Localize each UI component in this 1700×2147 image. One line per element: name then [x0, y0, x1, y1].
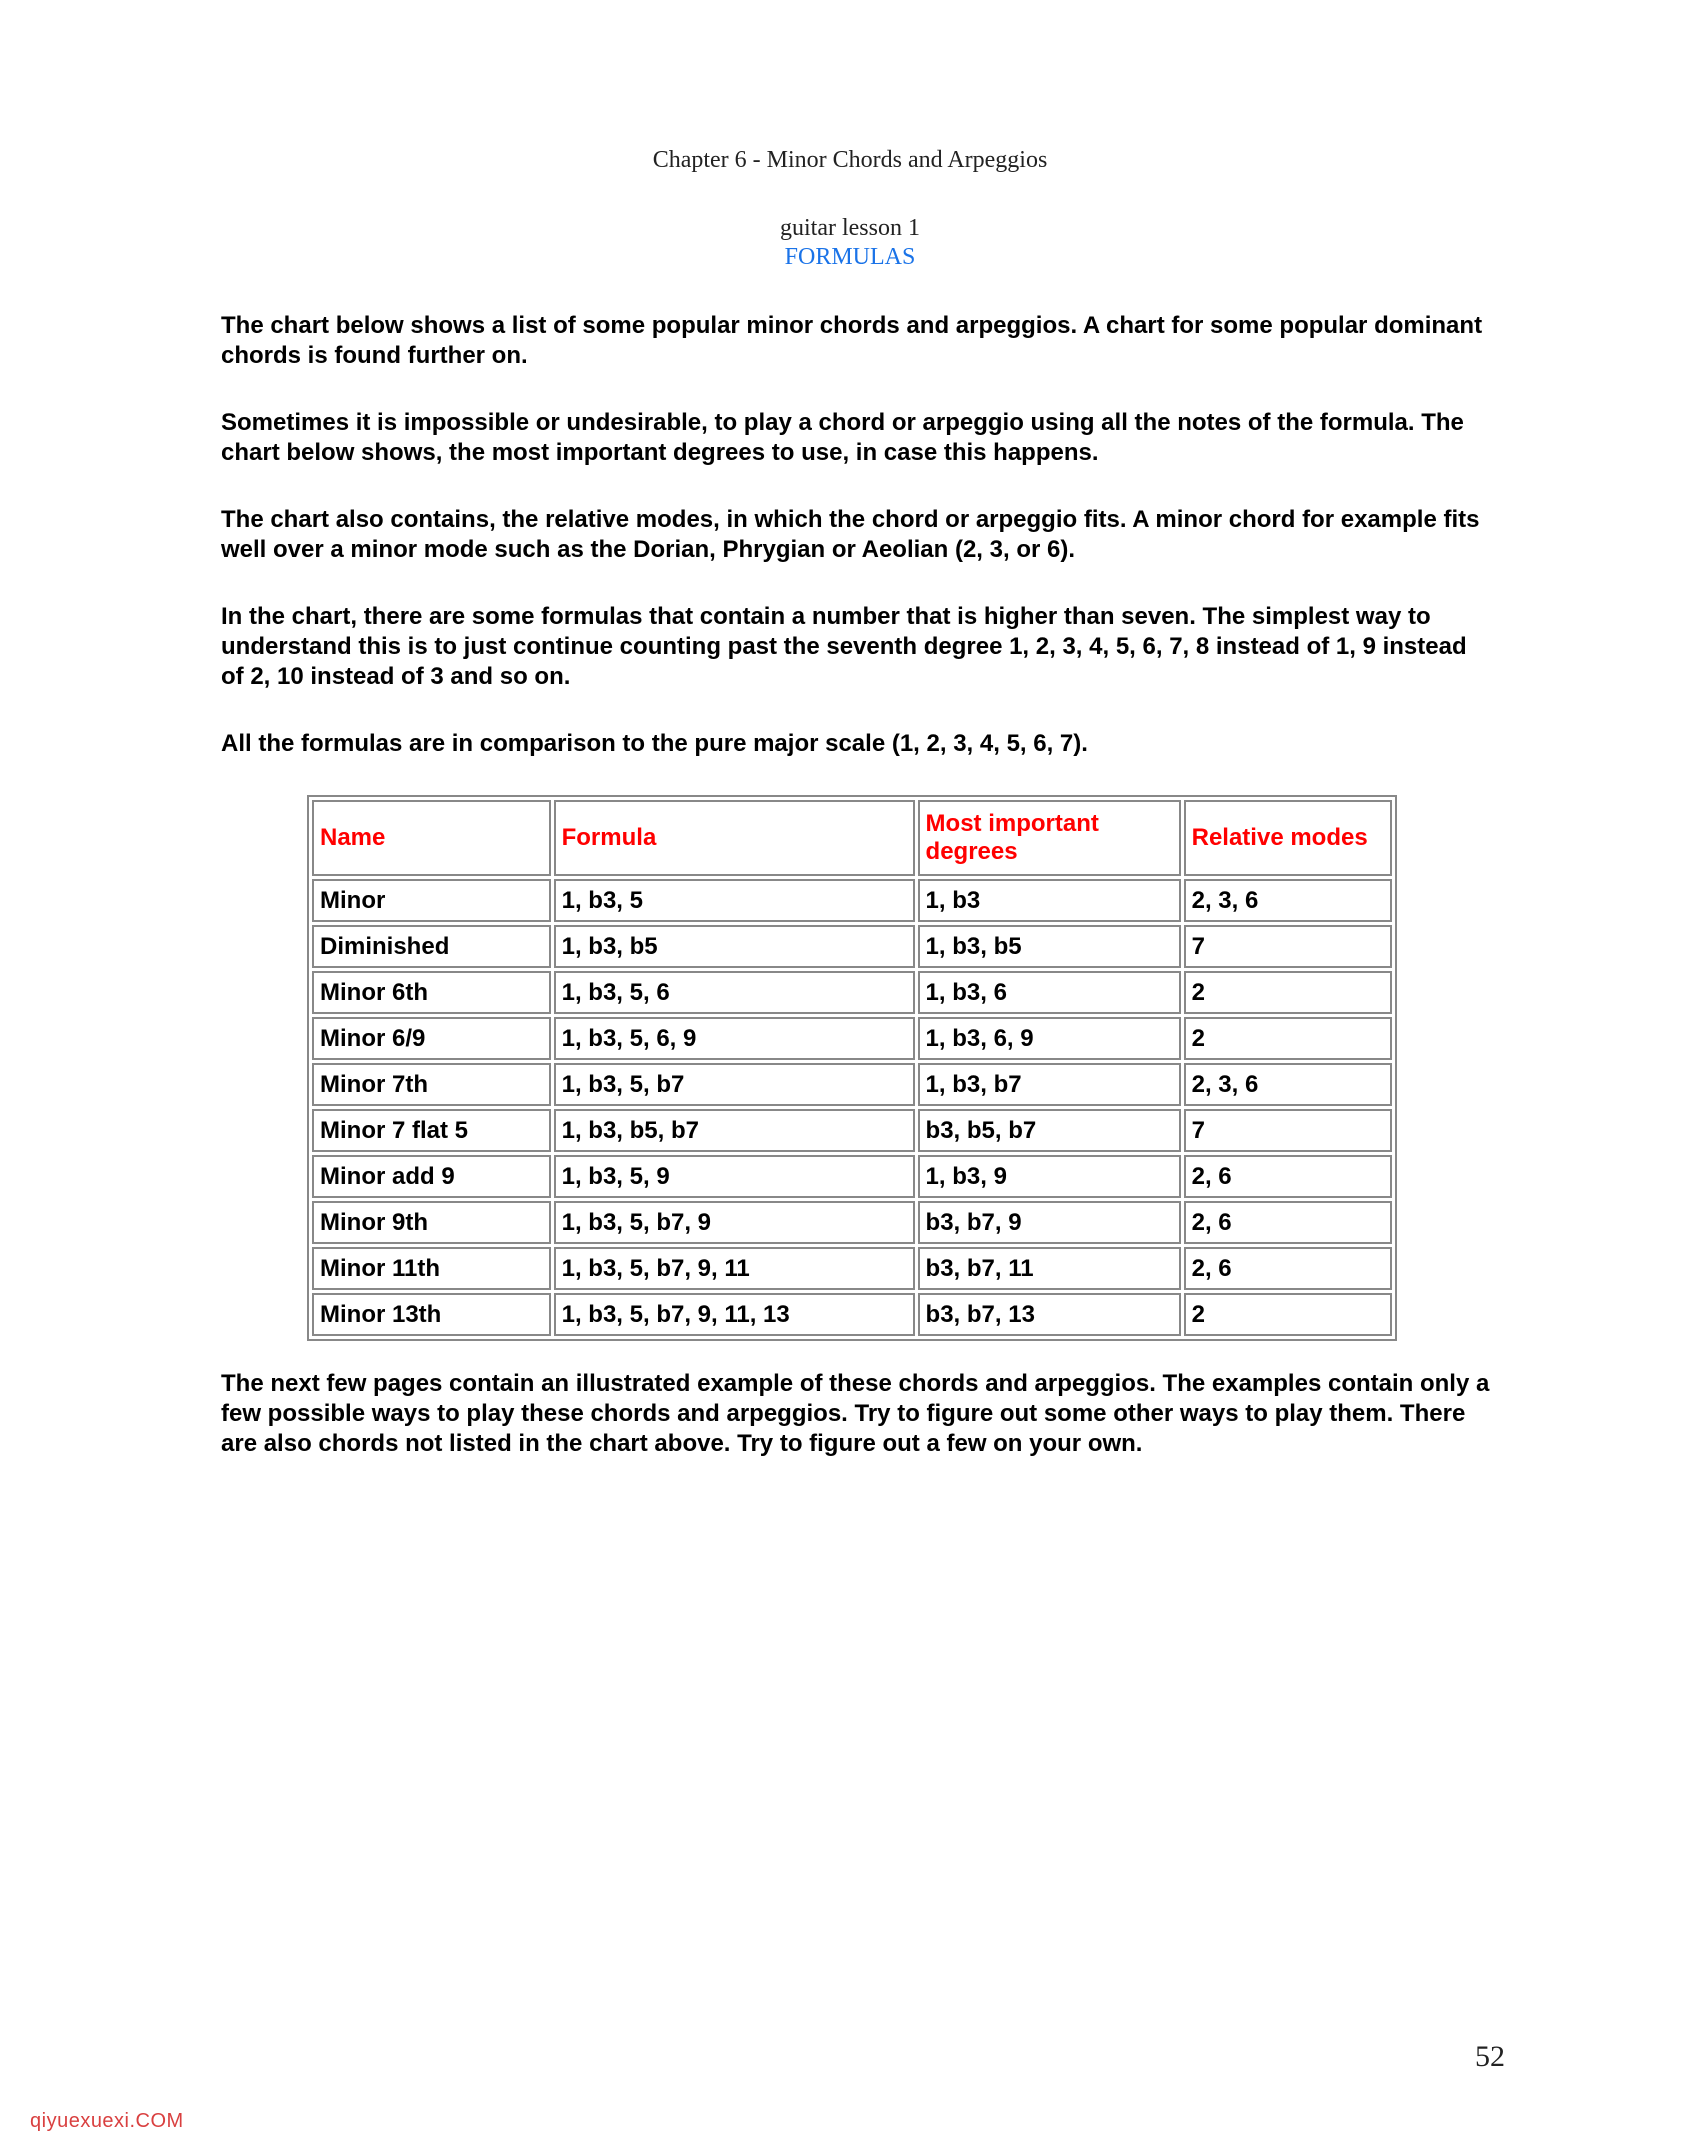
chapter-title: Chapter 6 - Minor Chords and Arpeggios — [652, 147, 1048, 173]
table-row — [312, 1247, 1392, 1290]
cell-modes: 2 — [1184, 1017, 1392, 1060]
cell-formula: 1, b3, 5, b7, 9, 11 — [554, 1247, 915, 1290]
cell-modes: 2 — [1184, 971, 1392, 1014]
cell-name: Minor 6th — [312, 971, 551, 1014]
cell-degrees: 1, b3 — [918, 879, 1181, 922]
cell-modes: 2, 3, 6 — [1184, 1063, 1392, 1106]
header-degrees: Most important degrees — [918, 800, 1181, 876]
header-formula: Formula — [554, 800, 915, 876]
cell-modes: 2 — [1184, 1293, 1392, 1336]
table-row — [312, 1201, 1392, 1244]
cell-degrees: b3, b7, 11 — [918, 1247, 1181, 1290]
cell-formula: 1, b3, 5 — [554, 879, 915, 922]
cell-formula: 1, b3, 5, b7, 9, 11, 13 — [554, 1293, 915, 1336]
major-scale-paragraph: All the formulas are in comparison to the pure major scale (1, 2, 3, 4, 5, 6, 7). — [221, 730, 1088, 757]
cell-degrees: 1, b3, b5 — [918, 925, 1181, 968]
cell-degrees: 1, b3, 6, 9 — [918, 1017, 1181, 1060]
cell-formula: 1, b3, 5, 6 — [554, 971, 915, 1014]
cell-modes: 7 — [1184, 1109, 1392, 1152]
cell-degrees: 1, b3, 9 — [918, 1155, 1181, 1198]
cell-name: Minor 11th — [312, 1247, 551, 1290]
modes-paragraph: The chart also contains, the relative modes, in which the chord or arpeggio fits. A minor chord for example fits well over a minor mode such as the Dorian, Phrygian or Aeolian (2, 3, or 6). — [221, 506, 1480, 563]
cell-formula: 1, b3, b5, b7 — [554, 1109, 915, 1152]
cell-degrees: b3, b7, 9 — [918, 1201, 1181, 1244]
cell-name: Minor 6/9 — [312, 1017, 551, 1060]
cell-name: Minor 7 flat 5 — [312, 1109, 551, 1152]
cell-name: Minor 7th — [312, 1063, 551, 1106]
table-row — [312, 1293, 1392, 1336]
watermark: qiyuexuexi.COM — [30, 2110, 184, 2132]
cell-name: Minor — [312, 879, 551, 922]
intro-paragraph: The chart below shows a list of some popular minor chords and arpeggios. A chart for some popular dominant chords is found further on. — [221, 312, 1483, 369]
header-name: Name — [312, 800, 551, 876]
cell-modes: 7 — [1184, 925, 1392, 968]
cell-name: Minor add 9 — [312, 1155, 551, 1198]
cell-formula: 1, b3, 5, b7 — [554, 1063, 915, 1106]
cell-degrees: b3, b7, 13 — [918, 1293, 1181, 1336]
table-header-row — [312, 800, 1392, 876]
minor-chords-table — [307, 795, 1397, 1341]
cell-degrees: b3, b5, b7 — [918, 1109, 1181, 1152]
closing-paragraph: The next few pages contain an illustrated example of these chords and arpeggios. The examples contain only a few possible ways to play these chords and arpeggios. Try to figure out some other ways to play them. There are also chords not listed in the chart above. Try to figure out a few on your own. — [221, 1370, 1490, 1457]
cell-formula: 1, b3, b5 — [554, 925, 915, 968]
table-row — [312, 1155, 1392, 1198]
lesson-title: guitar lesson 1 — [780, 215, 920, 241]
cell-degrees: 1, b3, 6 — [918, 971, 1181, 1014]
cell-name: Diminished — [312, 925, 551, 968]
formulas-link[interactable]: FORMULAS — [784, 244, 916, 270]
header-modes: Relative modes — [1184, 800, 1392, 876]
cell-modes: 2, 6 — [1184, 1155, 1392, 1198]
cell-formula: 1, b3, 5, b7, 9 — [554, 1201, 915, 1244]
cell-formula: 1, b3, 5, 9 — [554, 1155, 915, 1198]
table-row — [312, 1017, 1392, 1060]
table-row — [312, 1109, 1392, 1152]
table-row — [312, 971, 1392, 1014]
cell-modes: 2, 6 — [1184, 1247, 1392, 1290]
degrees-paragraph: Sometimes it is impossible or undesirable, to play a chord or arpeggio using all the notes of the formula. The chart below shows, the most important degrees to use, in case this happens. — [221, 409, 1464, 466]
cell-modes: 2, 6 — [1184, 1201, 1392, 1244]
cell-name: Minor 13th — [312, 1293, 551, 1336]
cell-formula: 1, b3, 5, 6, 9 — [554, 1017, 915, 1060]
cell-modes: 2, 3, 6 — [1184, 879, 1392, 922]
cell-name: Minor 9th — [312, 1201, 551, 1244]
table-row — [312, 879, 1392, 922]
counting-paragraph: In the chart, there are some formulas that contain a number that is higher than seven. The simplest way to understand this is to just continue counting past the seventh degree 1, 2, 3, 4, 5, 6, 7, 8 instead of 1, 9 instead of 2, 10 instead of 3 and so on. — [221, 603, 1467, 690]
cell-degrees: 1, b3, b7 — [918, 1063, 1181, 1106]
table-row — [312, 1063, 1392, 1106]
page-number: 52 — [1475, 2040, 1505, 2073]
table-row — [312, 925, 1392, 968]
